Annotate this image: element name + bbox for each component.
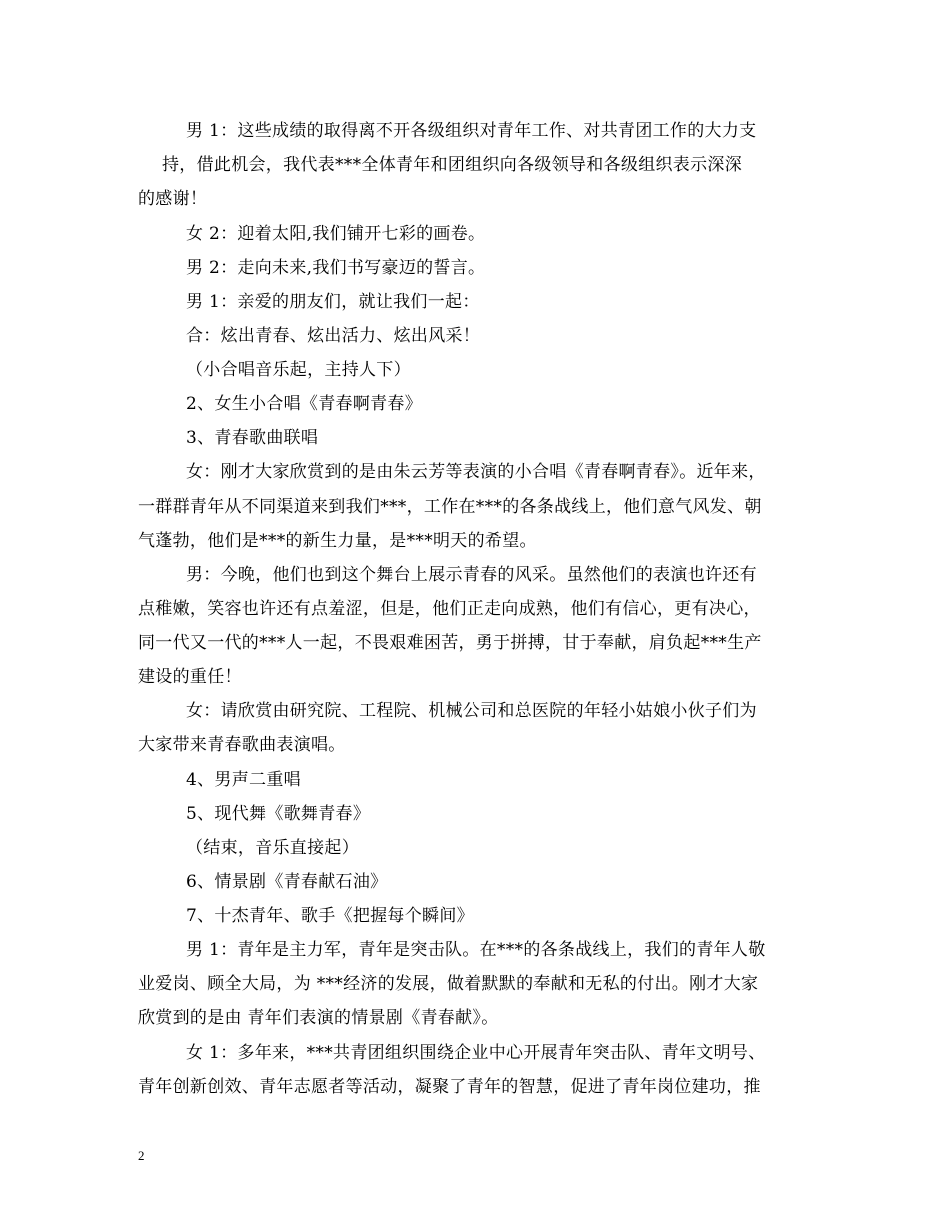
text-line: 男 1：这些成绩的取得离不开各级组织对青年工作、对共青团工作的大力支	[186, 121, 757, 141]
text-line: （结束，音乐直接起）	[186, 838, 359, 858]
text-line: 气蓬勃，他们是***的新生力量，是***明天的希望。	[138, 531, 537, 551]
text-line: 大家带来青春歌曲表演唱。	[138, 735, 346, 755]
text-line: 持，借此机会，我代表***全体青年和团组织向各级领导和各级组织表示深深	[162, 155, 742, 175]
text-line: 4、男声二重唱	[186, 770, 301, 790]
text-line: 6、情景剧《青春献石油》	[186, 872, 388, 892]
text-line: 的感谢！	[138, 189, 208, 209]
text-line: 建设的重任！	[138, 667, 242, 687]
text-line: 一群群青年从不同渠道来到我们***，工作在***的各条战线上，他们意气风发、朝	[138, 497, 762, 517]
text-line: 点稚嫩，笑容也许还有点羞涩，但是，他们正走向成熟，他们有信心，更有决心，	[138, 599, 761, 619]
text-line: 女：刚才大家欣赏到的是由朱云芳等表演的小合唱《青春啊青春》。近年来，	[186, 462, 766, 482]
text-line: 5、现代舞《歌舞青春》	[186, 804, 371, 824]
text-line: 女 2：迎着太阳,我们铺开七彩的画卷。	[186, 224, 486, 244]
text-line: 男：今晚，他们也到这个舞台上展示青春的风采。虽然他们的表演也许还有	[186, 565, 757, 585]
text-line: 业爱岗、顾全大局，为 ***经济的发展，做着默默的奉献和无私的付出。刚才大家	[138, 974, 759, 994]
text-line: 2、女生小合唱《青春啊青春》	[186, 394, 423, 414]
text-line: 欣赏到的是由 青年们表演的情景剧《青春献》。	[138, 1008, 499, 1028]
text-line: 合：炫出青春、炫出活力、炫出风采！	[186, 326, 481, 346]
text-line: 7、十杰青年、歌手《把握每个瞬间》	[186, 906, 474, 926]
page-number: 2	[138, 1148, 145, 1163]
text-line: （小合唱音乐起，主持人下）	[186, 360, 411, 380]
text-line: 男 2：走向未来,我们书写豪迈的誓言。	[186, 258, 486, 278]
text-line: 女 1：多年来，***共青团组织围绕企业中心开展青年突击队、青年文明号、	[186, 1043, 766, 1063]
text-line: 3、青春歌曲联唱	[186, 428, 319, 448]
text-line: 男 1：亲爱的朋友们，就让我们一起：	[186, 292, 480, 312]
text-line: 同一代又一代的***人一起，不畏艰难困苦，勇于拼搏，甘于奉献，肩负起***生产	[138, 633, 762, 653]
text-line: 男 1：青年是主力军，青年是突击队。在***的各条战线上，我们的青年人敬	[186, 940, 766, 960]
text-line: 青年创新创效、青年志愿者等活动，凝聚了青年的智慧，促进了青年岗位建功，推	[138, 1077, 761, 1097]
text-line: 女：请欣赏由研究院、工程院、机械公司和总医院的年轻小姑娘小伙子们为	[186, 701, 757, 721]
